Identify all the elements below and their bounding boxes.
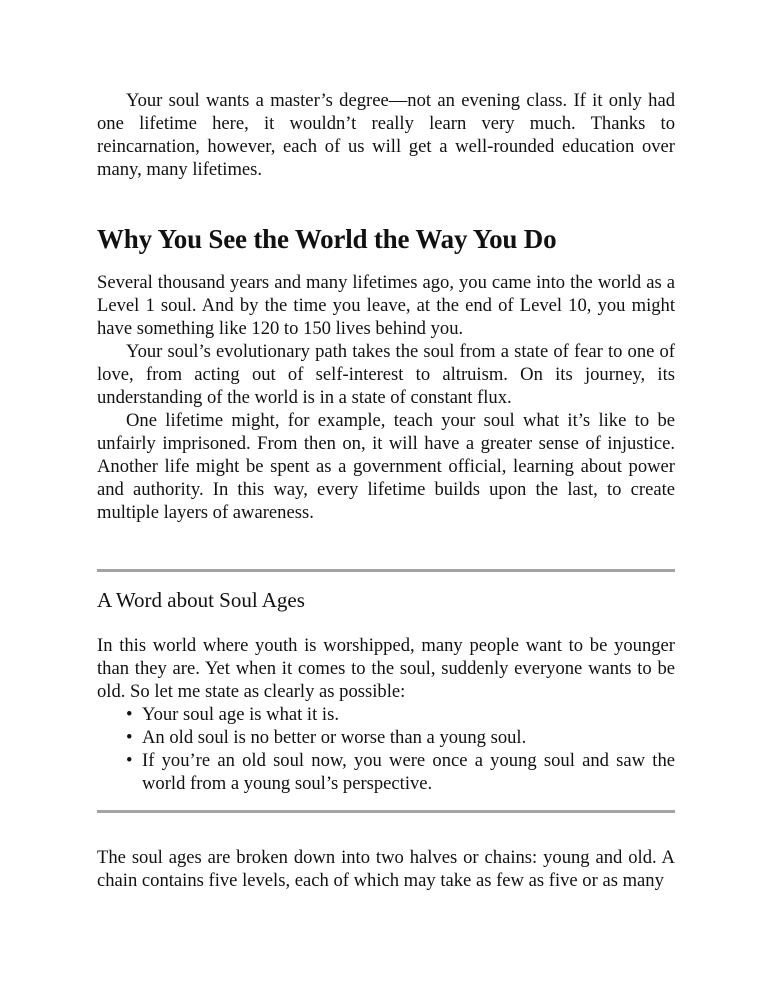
section-paragraph-1: Several thousand years and many lifetimes ago, you came into the world as a Level 1 soul. And by the time you leave, at the end of Level 10, you might have something like 120 to 150 lives behind you.: [97, 272, 675, 339]
list-item: [97, 749, 675, 795]
section-paragraph-2: Your soul’s evolutionary path takes the soul from a state of fear to one of love, from acting out of self-interest to altruism. On its journey, its understanding of the world is in a state of constant flux.: [97, 341, 675, 408]
bullet-icon: •: [126, 750, 133, 771]
sidebar-bottom-rule: [97, 810, 675, 813]
list-item: [97, 726, 675, 749]
sidebar-title: A Word about Soul Ages: [97, 588, 305, 612]
sidebar-bullet-list: [97, 703, 675, 795]
list-item: [97, 703, 675, 726]
list-item-text: Your soul age is what it is.: [142, 704, 339, 725]
sidebar-box: [97, 587, 675, 795]
bullet-icon: •: [126, 704, 133, 725]
closing-paragraph: The soul ages are broken down into two halves or chains: young and old. A chain contains five levels, each of which may take as few as five or as many: [97, 847, 675, 891]
section-heading: Why You See the World the Way You Do: [97, 224, 557, 254]
intro-paragraph: Your soul wants a master’s degree—not an evening class. If it only had one lifetime here, it wouldn’t really learn very much. Thanks to reincarnation, however, each of us will get a well-rounded education over many, many lifetimes.: [97, 90, 675, 180]
sidebar-top-rule: [97, 569, 675, 572]
list-item-text: If you’re an old soul now, you were once a young soul and saw the world from a young soul’s perspective.: [142, 750, 675, 794]
section-paragraph-3: One lifetime might, for example, teach your soul what it’s like to be unfairly imprisoned. From then on, it will have a greater sense of injustice. Another life might be spent as a government official, learning about power and authority. In this way, every lifetime builds upon the last, to create multiple layers of awareness.: [97, 410, 675, 523]
section-body: [97, 271, 675, 524]
bullet-icon: •: [126, 727, 133, 748]
list-item-text: An old soul is no better or worse than a young soul.: [142, 727, 527, 748]
page-content: [97, 89, 675, 892]
sidebar-paragraph: In this world where youth is worshipped, many people want to be younger than they are. Yet when it comes to the soul, suddenly everyone wants to be old. So let me state as clearly as possible:: [97, 635, 675, 702]
